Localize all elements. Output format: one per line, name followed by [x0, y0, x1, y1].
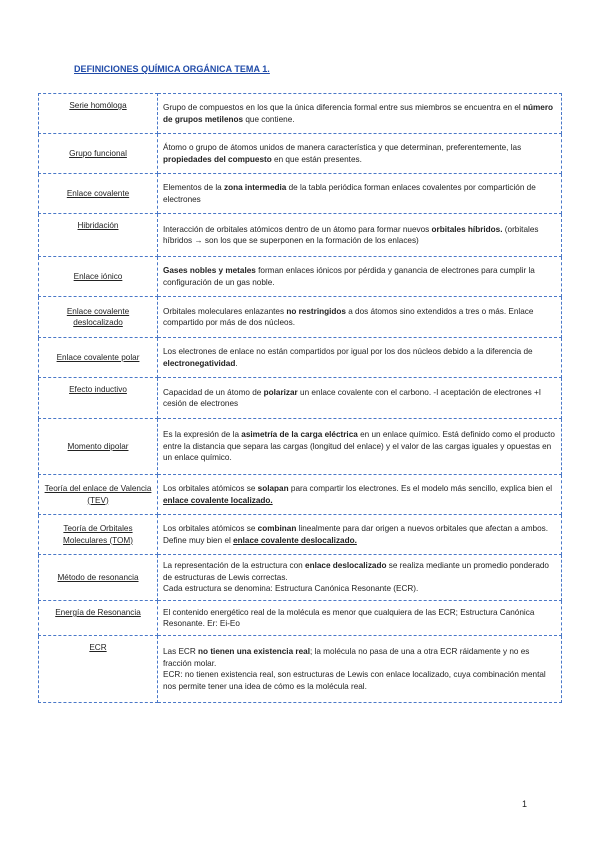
table-row [39, 214, 562, 257]
definition-cell [158, 214, 562, 257]
definition-text: en que están presentes. [271, 154, 362, 164]
definition-cell [158, 475, 562, 515]
table-row [39, 134, 562, 174]
term-cell: Teoría del enlace de Valencia (TEV) [39, 475, 158, 515]
definition-text: ; la molécula no pasa de una a otra ECR ráidamente y no es fracción molar. [163, 647, 530, 668]
definition-text: que contiene. [243, 114, 295, 124]
definition-text: propiedades del compuesto [163, 154, 272, 164]
definition-text: no tienen una existencia real [198, 647, 310, 656]
term-cell: ECR [39, 636, 158, 703]
definition-text: a dos átomos sino extendidos a tres o más. Enlace compartido por más de dos núcleos. [163, 306, 534, 327]
table-row [39, 515, 562, 555]
definition-cell [158, 94, 562, 134]
table-row [39, 297, 562, 338]
table-row [39, 174, 562, 214]
table-row [39, 257, 562, 297]
definition-text: enlace covalente localizado. [163, 495, 273, 505]
definition-cell [158, 338, 562, 378]
table-row [39, 601, 562, 636]
definition-text: no restringidos [286, 306, 346, 316]
term-cell: Enlace covalente deslocalizado [39, 297, 158, 338]
definition-cell [158, 174, 562, 214]
definition-text: un enlace covalente con el carbono. -I aceptación de electrones +I cesión de electrones [163, 387, 542, 408]
table-row [39, 475, 562, 515]
definition-text: solapan [257, 484, 289, 493]
definition-text: asimetría de la carga eléctrica [241, 430, 358, 440]
definition-text: (orbitales híbridos → son los que se superponen en la formación de los enlaces) [163, 224, 539, 245]
definition-cell [158, 297, 562, 338]
term-cell: Enlace iónico [39, 257, 158, 297]
definition-text: linealmente para dar origen a nuevos orbitales que afectan a ambos. Define muy bien el [163, 524, 549, 545]
definitions-table [38, 93, 562, 703]
definition-text: polarizar [263, 387, 298, 397]
definition-text: en un enlace químico. Está definido como el producto entre la distancia que separa las cargas (longitud del enlace) y el valor de las cargas iguales y opuestas en un enlace químico. [163, 430, 555, 463]
definition-text: electronegatividad [163, 358, 236, 368]
definition-text: Grupo de compuestos en los que la única diferencia formal entre sus miembros se encuentra en el [163, 103, 523, 112]
table-row [39, 338, 562, 378]
definition-text: Átomo o grupo de átomos unidos de manera característica y que determinan, preferentemente, las [163, 143, 522, 152]
definition-cell [158, 636, 562, 703]
definition-cell [158, 419, 562, 475]
definition-text: Elementos de la [163, 183, 224, 192]
term-cell: Enlace covalente [39, 174, 158, 214]
definition-text: Las ECR [163, 647, 199, 656]
definition-text: Gases nobles y metales [163, 266, 256, 275]
term-cell: Grupo funcional [39, 134, 158, 174]
table-row [39, 94, 562, 134]
term-cell: Hibridación [39, 214, 158, 257]
term-cell: Efecto inductivo [39, 378, 158, 419]
definition-text: Orbitales moleculares enlazantes [163, 306, 287, 316]
definition-text: Cada estructura se denomina: Estructura Canónica Resonante (ECR). [163, 584, 419, 594]
definition-text: ECR: no tienen existencia real, son estructuras de Lewis con enlace localizado, cuya combinación mental nos permite tener una idea de cómo es la molécula real. [163, 670, 546, 691]
definition-text: enlace deslocalizado [305, 561, 387, 571]
table-row [39, 378, 562, 419]
definition-cell [158, 555, 562, 601]
definition-text: se realiza mediante un promedio ponderado de estructuras de Lewis correctas. [163, 561, 549, 582]
definition-cell [158, 601, 562, 636]
definition-text: Es la expresión de la [163, 430, 242, 440]
term-cell: Teoría de Orbitales Moleculares (TOM) [39, 515, 158, 555]
term-cell: Momento dipolar [39, 419, 158, 475]
definition-text: orbitales híbridos. [431, 224, 503, 234]
definition-text: Los orbitales atómicos se [163, 524, 258, 533]
term-cell: Serie homóloga [39, 94, 158, 134]
definition-text: La representación de la estructura con [163, 561, 306, 571]
table-row [39, 636, 562, 703]
term-cell: Enlace covalente polar [39, 338, 158, 378]
table-row [39, 419, 562, 475]
definition-text: Capacidad de un átomo de [163, 387, 264, 397]
definition-text: forman enlaces iónicos por pérdida y ganancia de electrones para cumplir la configuración de un gas noble. [163, 266, 535, 287]
definition-text: combinan [257, 524, 297, 533]
definition-cell [158, 257, 562, 297]
definition-cell [158, 134, 562, 174]
definition-text: Los electrones de enlace no están compartidos por igual por los dos núcleos debido a la diferencia de [163, 347, 533, 356]
definition-text: de la tabla periódica forman enlaces covalentes por compartición de electrones [163, 183, 536, 204]
definition-text: zona intermedia [224, 183, 287, 192]
definition-text: . [235, 358, 238, 368]
term-cell: Energía de Resonancia [39, 601, 158, 636]
definition-text: para compartir los electrones. Es el modelo más sencillo, explica bien el [288, 484, 553, 493]
term-cell: Método de resonancia [39, 555, 158, 601]
document-title: DEFINICIONES QUÍMICA ORGÁNICA TEMA 1. [74, 64, 270, 74]
definition-text: Interacción de orbitales atómicos dentro de un átomo para formar nuevos [163, 224, 432, 234]
page-number: 1 [522, 799, 528, 809]
table-row [39, 555, 562, 601]
definition-text: Los orbitales atómicos se [163, 484, 258, 493]
definition-cell [158, 515, 562, 555]
definition-text: número de grupos metilenos [163, 103, 554, 124]
definition-text: enlace covalente deslocalizado. [233, 535, 357, 545]
definition-text: El contenido energético real de la molécula es menor que cualquiera de las ECR; Estructura Canónica Resonante. Er: Ei-Eo [163, 607, 535, 628]
definition-cell [158, 378, 562, 419]
